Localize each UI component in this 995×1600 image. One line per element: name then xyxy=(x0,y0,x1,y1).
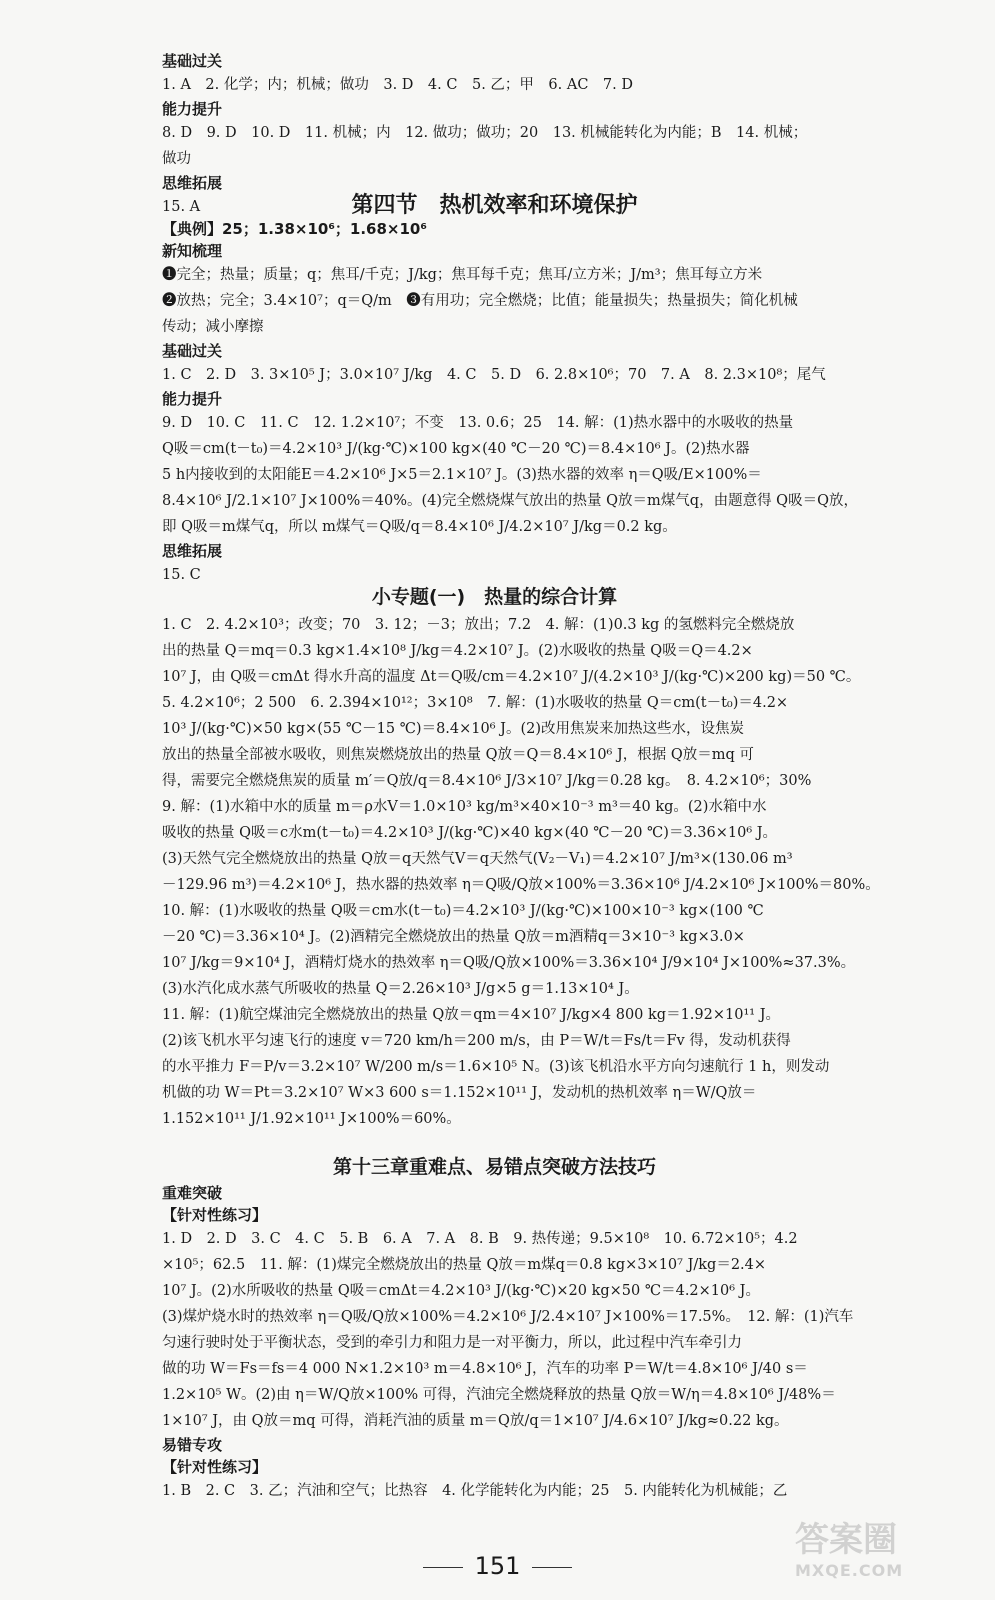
topic1-line: 9. 解：(1)水箱中水的质量 m＝ρ水V＝1.0×10³ kg/m³×40×10⁻³ m³＝40 kg。(2)水箱中水 xyxy=(162,799,767,815)
page-number-dash xyxy=(532,1567,572,1568)
topic1-line: 10⁷ J，由 Q吸＝cmΔt 得水升高的温度 Δt＝Q吸/cm＝4.2×10⁷ J/(4.2×10³ J/(kg·℃)×200 kg)＝50 ℃。 xyxy=(162,669,861,685)
sec3-basic-label: 基础过关 xyxy=(162,52,223,70)
sec4-title: 第四节 热机效率和环境保护 xyxy=(351,193,638,218)
ch13-title: 第十三章重难点、易错点突破方法技巧 xyxy=(332,1156,656,1178)
topic1-line: 1.152×10¹¹ J/1.92×10¹¹ J×100%＝60%。 xyxy=(162,1111,461,1127)
ch13-hard-line: (3)煤炉烧水时的热效率 η＝Q吸/Q放×100%＝4.2×10⁶ J/2.4×10⁷ J×100%＝17.5%。 12. 解：(1)汽车 xyxy=(162,1309,854,1325)
ch13-hard-line: 匀速行驶时处于平衡状态，受到的牵引力和阻力是一对平衡力，所以，此过程中汽车牵引力 xyxy=(162,1335,742,1351)
ch13-hard-label: 重难突破 xyxy=(162,1184,223,1202)
topic1-line: 10⁷ J/kg＝9×10⁴ J，酒精灯烧水的热效率 η＝Q吸/Q放×100%＝3.36×10⁴ J/9×10⁴ J×100%≈37.3%。 xyxy=(162,955,856,971)
ch13-hard-line: ×10⁵；62.5 11. 解：(1)煤完全燃烧放出的热量 Q放＝m煤q＝0.8 kg×3×10⁷ J/kg＝2.4× xyxy=(162,1257,767,1273)
topic1-line: (3)水汽化成水蒸气所吸收的热量 Q＝2.26×10³ J/g×5 g＝1.13×10⁴ J。 xyxy=(162,981,639,997)
ch13-error-label: 易错专攻 xyxy=(162,1436,223,1454)
sec3-ability-line: 做功 xyxy=(162,151,191,167)
topic1-line: －20 ℃)＝3.36×10⁴ J。(2)酒精完全燃烧放出的热量 Q放＝m酒精q＝3×10⁻³ kg×3.0× xyxy=(162,929,745,945)
topic1-line: (2)该飞机水平匀速飞行的速度 v＝720 km/h＝200 m/s，由 P＝W/t＝Fs/t＝Fv 得，发动机获得 xyxy=(162,1033,791,1049)
sec4-new-line: ❶完全；热量；质量；q；焦耳/千克；J/kg；焦耳每千克；焦耳/立方米；J/m³；焦耳每立方米 xyxy=(162,267,763,283)
sec4-ability-line: 5 h内接收到的太阳能E＝4.2×10⁶ J×5＝2.1×10⁷ J。(3)热水器的效率 η＝Q吸/E×100%＝ xyxy=(162,467,762,483)
topic1-line: (3)天然气完全燃烧放出的热量 Q放＝q天然气V＝q天然气(V₂－V₁)＝4.2×10⁷ J/m³×(130.06 m³ xyxy=(162,851,793,867)
ch13-practice-label-2: 【针对性练习】 xyxy=(162,1458,268,1476)
sec4-basic-line: 1. C 2. D 3. 3×10⁵ J；3.0×10⁷ J/kg 4. C 5. D 6. 2.8×10⁶；70 7. A 8. 2.3×10⁸；尾气 xyxy=(162,367,826,383)
topic1-line: －129.96 m³)＝4.2×10⁶ J，热水器的热效率 η＝Q吸/Q放×100%＝3.36×10⁶ J/4.2×10⁶ J×100%＝80%。 xyxy=(162,877,880,893)
topic1-line: 放出的热量全部被水吸收，则焦炭燃烧放出的热量 Q放＝Q＝8.4×10⁶ J，根据 Q放＝mq 可 xyxy=(162,747,754,763)
ch13-block xyxy=(162,1182,854,1504)
watermark-big: 答案圈 xyxy=(795,1520,897,1560)
ch13-hard-line: 1. D 2. D 3. C 4. C 5. B 6. A 7. A 8. B 9. 热传递；9.5×10⁸ 10. 6.72×10⁵；4.2 xyxy=(162,1231,798,1247)
ch13-error-line: 1. B 2. C 3. 乙；汽油和空气；比热容 4. 化学能转化为内能；25 5. 内能转化为机械能；乙 xyxy=(162,1483,788,1499)
sec4-block xyxy=(162,218,858,588)
topic1-title: 小专题(一) 热量的综合计算 xyxy=(371,586,618,608)
topic1-line: 机做的功 W＝Pt＝3.2×10⁷ W×3 600 s＝1.152×10¹¹ J，发动机的热机效率 η＝W/Q放＝ xyxy=(162,1085,757,1101)
sec4-think-line: 15. C xyxy=(162,567,201,583)
page-number-dash xyxy=(423,1567,463,1568)
topic1-line: 11. 解：(1)航空煤油完全燃烧放出的热量 Q放＝qm＝4×10⁷ J/kg×4 800 kg＝1.92×10¹¹ J。 xyxy=(162,1007,781,1023)
sec4-ability-label: 能力提升 xyxy=(162,390,223,408)
sec4-basic-label: 基础过关 xyxy=(162,342,223,360)
watermark-small: MXQE.COM xyxy=(795,1561,904,1580)
sec4-example: 【典例】25；1.38×10⁶；1.68×10⁶ xyxy=(162,220,427,238)
sec4-ability-line: 9. D 10. C 11. C 12. 1.2×10⁷；不变 13. 0.6；25 14. 解：(1)热水器中的水吸收的热量 xyxy=(162,415,794,431)
topic1-line: 5. 4.2×10⁶；2 500 6. 2.394×10¹²；3×10⁸ 7. 解：(1)水吸收的热量 Q＝cm(t－t₀)＝4.2× xyxy=(162,695,789,711)
ch13-hard-line: 做的功 W＝Fs＝fs＝4 000 N×1.2×10³ m＝4.8×10⁶ J，汽车的功率 P＝W/t＝4.8×10⁶ J/40 s＝ xyxy=(162,1361,808,1377)
topic1-line: 10. 解：(1)水吸收的热量 Q吸＝cm水(t－t₀)＝4.2×10³ J/(kg·℃)×100×10⁻³ kg×(100 ℃ xyxy=(162,903,764,919)
watermark-logo xyxy=(795,1512,965,1582)
ch13-hard-line: 10⁷ J。(2)水所吸收的热量 Q吸＝cmΔt＝4.2×10³ J/(kg·℃)×20 kg×50 ℃＝4.2×10⁶ J。 xyxy=(162,1283,760,1299)
page-number-text: 151 xyxy=(474,1552,521,1580)
sec3-ability-label: 能力提升 xyxy=(162,100,223,118)
sec3-basic-line: 1. A 2. 化学；内；机械；做功 3. D 4. C 5. 乙；甲 6. AC 7. D xyxy=(162,77,633,93)
ch13-practice-label: 【针对性练习】 xyxy=(162,1206,268,1224)
sec4-think-label: 思维拓展 xyxy=(162,542,223,560)
topic1-line: 吸收的热量 Q吸＝c水m(t－t₀)＝4.2×10³ J/(kg·℃)×40 kg×(40 ℃－20 ℃)＝3.36×10⁶ J。 xyxy=(162,825,778,841)
topic1-line: 得，需要完全燃烧焦炭的质量 m′＝Q放/q＝8.4×10⁶ J/3×10⁷ J/kg＝0.28 kg。 8. 4.2×10⁶；30% xyxy=(162,773,812,789)
sec3-think-label: 思维拓展 xyxy=(162,174,223,192)
topic1-block xyxy=(162,612,880,1132)
ch13-hard-line: 1.2×10⁵ W。(2)由 η＝W/Q放×100% 可得，汽油完全燃烧释放的热量 Q放＝W/η＝4.8×10⁶ J/48%＝ xyxy=(162,1387,836,1403)
sec3-think-line: 15. A xyxy=(162,199,201,215)
ch13-hard-line: 1×10⁷ J，由 Q放＝mq 可得，消耗汽油的质量 m＝Q放/q＝1×10⁷ J/4.6×10⁷ J/kg≈0.22 kg。 xyxy=(162,1413,789,1429)
topic1-line: 出的热量 Q＝mq＝0.3 kg×1.4×10⁸ J/kg＝4.2×10⁷ J。(2)水吸收的热量 Q吸＝Q＝4.2× xyxy=(162,643,753,659)
topic1-line: 的水平推力 F＝P/v＝3.2×10⁷ W/200 m/s＝1.6×10⁵ N。(3)该飞机沿水平方向匀速航行 1 h，则发动 xyxy=(162,1059,830,1075)
sec4-ability-line: Q吸＝cm(t－t₀)＝4.2×10³ J/(kg·℃)×100 kg×(40 ℃－20 ℃)＝8.4×10⁶ J。(2)热水器 xyxy=(162,441,750,457)
sec4-new-label: 新知梳理 xyxy=(162,242,223,260)
topic1-line: 10³ J/(kg·℃)×50 kg×(55 ℃－15 ℃)＝8.4×10⁶ J。(2)改用焦炭来加热这些水，设焦炭 xyxy=(162,721,745,737)
sec4-new-line: 传动；减小摩擦 xyxy=(162,319,264,335)
topic1-line: 1. C 2. 4.2×10³；改变；70 3. 12；－3；放出；7.2 4. 解：(1)0.3 kg 的氢燃料完全燃烧放 xyxy=(162,617,795,633)
sec4-new-line: ❷放热；完全；3.4×10⁷；q＝Q/m ❸有用功；完全燃烧；比值；能量损失；热量损失；简化机械 xyxy=(162,293,798,309)
sec4-ability-line: 即 Q吸＝m煤气q，所以 m煤气＝Q吸/q＝8.4×10⁶ J/4.2×10⁷ J/kg＝0.2 kg。 xyxy=(162,519,677,535)
sec3-ability-line: 8. D 9. D 10. D 11. 机械；内 12. 做功；做功；20 13. 机械能转化为内能；B 14. 机械； xyxy=(162,125,808,141)
sec4-ability-line: 8.4×10⁶ J/2.1×10⁷ J×100%＝40%。(4)完全燃烧煤气放出的热量 Q放＝m煤气q，由题意得 Q吸＝Q放， xyxy=(162,493,858,509)
